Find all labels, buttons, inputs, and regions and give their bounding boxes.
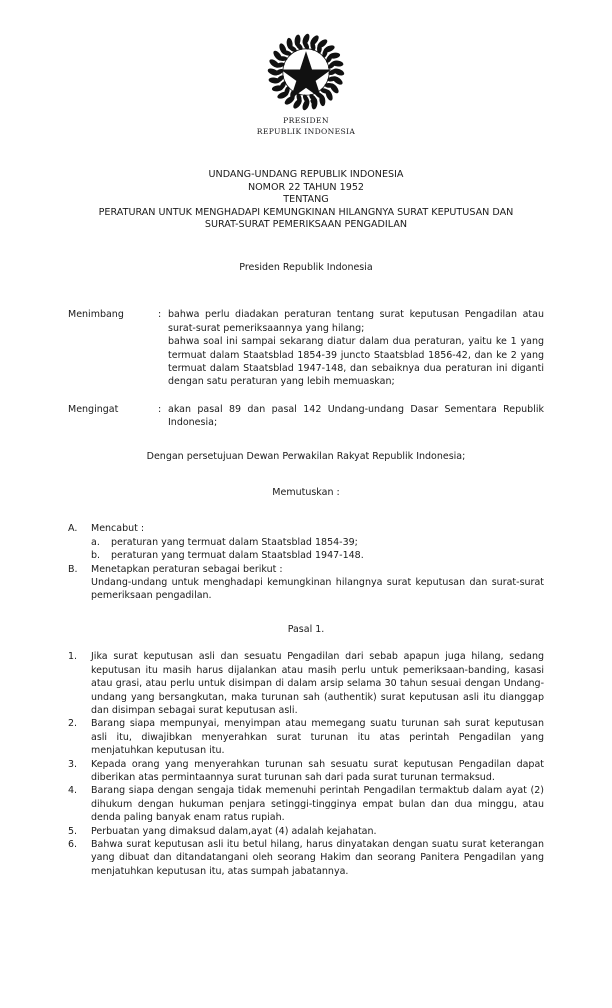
article-5-marker: 5. xyxy=(68,825,78,837)
issuer-line: Presiden Republik Indonesia xyxy=(239,261,373,273)
clause-menimbang-para-1: bahwa perlu diadakan peraturan tentang surat keputusan Pengadilan atau surat-surat pemeriksaannya yang hilang; xyxy=(168,309,544,334)
decision-item-a xyxy=(68,522,544,535)
article-5-text: Perbuatan yang dimaksud dalam,ayat (4) adalah kejahatan. xyxy=(91,825,377,837)
clause-mengingat-label: Mengingat xyxy=(68,403,119,415)
decision-subitem-b xyxy=(68,549,544,562)
decision-a-marker: A. xyxy=(68,523,78,535)
decision-b-marker: B. xyxy=(68,563,78,575)
emblem-caption xyxy=(68,116,544,137)
clause-menimbang-label: Menimbang xyxy=(68,309,124,321)
decision-b-body-row xyxy=(68,576,544,603)
clause-mengingat-para-1: akan pasal 89 dan pasal 142 Undang-undang Dasar Sementara Republik Indonesia; xyxy=(168,403,544,429)
decision-b-body: Undang-undang untuk menghadapi kemungkinan hilangnya surat keputusan dan surat-surat pemeriksaan pengadilan. xyxy=(91,577,544,602)
clause-menimbang-body xyxy=(168,308,544,388)
decision-subitem-a-text: peraturan yang termuat dalam Staatsblad 1854-39; xyxy=(111,536,358,548)
article-item xyxy=(68,784,544,824)
decision-subitem-a-marker: a. xyxy=(91,536,100,548)
title-line-2: NOMOR 22 TAHUN 1952 xyxy=(247,181,365,193)
article-3-marker: 3. xyxy=(68,758,78,770)
title-line-4: PERATURAN UNTUK MENGHADAPI KEMUNGKINAN HILANGNYA SURAT KEPUTUSAN DAN xyxy=(98,206,514,218)
article-4-text: Barang siapa dengan sengaja tidak memenuhi perintah Pengadilan termaktub dalam ayat (2) dihukum dengan hukuman penjara setinggi-tingginya empat bulan dan dua minggu, atau denda paling banyak enam ratus rupiah. xyxy=(91,785,544,824)
clause-mengingat-colon: : xyxy=(158,403,162,415)
clause-menimbang-para-2: bahwa soal ini sampai sekarang diatur dalam dua peraturan, yaitu ke 1 yang termuat dalam Staatsblad 1854-39 juncto Staatsblad 1856-42, dan ke 2 yang termuat dalam Staatsblad 1947-148, dan sebaiknya dua peraturan ini diganti dengan satu peraturan yang lebih memuaskan; xyxy=(168,336,544,388)
document-title xyxy=(68,169,544,232)
decision-b-text: Menetapkan peraturan sebagai berikut : xyxy=(91,563,283,575)
article-6-marker: 6. xyxy=(68,838,78,850)
article-item xyxy=(68,758,544,785)
decision-a-text: Mencabut : xyxy=(91,523,145,535)
emblem-caption-line-1: PRESIDEN xyxy=(283,116,329,125)
article-heading: Pasal 1. xyxy=(287,623,325,635)
decision-subitem-a xyxy=(68,536,544,549)
title-line-5: SURAT-SURAT PEMERIKSAAN PENGADILAN xyxy=(204,219,408,231)
consent-line: Dengan persetujuan Dewan Perwakilan Rakyat Republik Indonesia; xyxy=(146,450,466,462)
emblem-block xyxy=(68,0,544,137)
article-item xyxy=(68,838,544,878)
title-line-1: UNDANG-UNDANG REPUBLIK INDONESIA xyxy=(208,169,404,180)
emblem-caption-line-2: REPUBLIK INDONESIA xyxy=(256,126,356,136)
decision-subitem-b-text: peraturan yang termuat dalam Staatsblad 1947-148. xyxy=(111,550,364,562)
clause-mengingat-body xyxy=(168,403,544,430)
article-4-marker: 4. xyxy=(68,785,78,797)
article-item xyxy=(68,825,544,838)
article-2-marker: 2. xyxy=(68,718,78,730)
article-item xyxy=(68,650,544,717)
decision-item-b xyxy=(68,563,544,576)
article-6-text: Bahwa surat keputusan asli itu betul hilang, harus dinyatakan dengan suatu surat keterangan yang dibuat dan ditandatangani oleh seorang Hakim dan seorang Panitera Pengadilan yang menjatuhkan keputusan itu, atas sumpah jabatannya. xyxy=(91,838,544,877)
article-3-text: Kepada orang yang menyerahkan turunan sah sesuatu surat keputusan Pengadilan dapat diberikan atas permintaannya surat turunan sah dari pada surat turunan termaksud. xyxy=(91,758,544,783)
title-line-3: TENTANG xyxy=(283,194,329,206)
article-item xyxy=(68,717,544,757)
decision-subitem-b-marker: b. xyxy=(91,550,101,562)
clause-mengingat xyxy=(68,403,544,430)
clause-menimbang-colon: : xyxy=(158,309,162,321)
clause-menimbang xyxy=(68,308,544,388)
article-1-text: Jika surat keputusan asli dan sesuatu Pengadilan dari sebab apapun juga hilang, sedang keputusan itu masih harus dijalankan atau masih perlu untuk pemeriksaan-banding, kasasi atau grasi, atau perlu untuk disimpan di dalam arsip selama 30 tahun sesuai dengan Undang-undang yang bersangkutan, maka turunan sah (authentik) surat keputusan asli itu dianggap dan disimpan sebagai surat keputusan asli. xyxy=(91,651,544,716)
article-2-text: Barang siapa mempunyai, menyimpan atau memegang suatu turunan sah surat keputusan asli itu, diwajibkan menyerahkan surat turunan itu atas perintah Pengadilan yang menjatuhkan keputusan itu. xyxy=(91,718,544,757)
decide-heading: Memutuskan : xyxy=(272,487,340,499)
garuda-star-wreath-emblem xyxy=(260,32,352,112)
article-1-marker: 1. xyxy=(68,651,78,663)
